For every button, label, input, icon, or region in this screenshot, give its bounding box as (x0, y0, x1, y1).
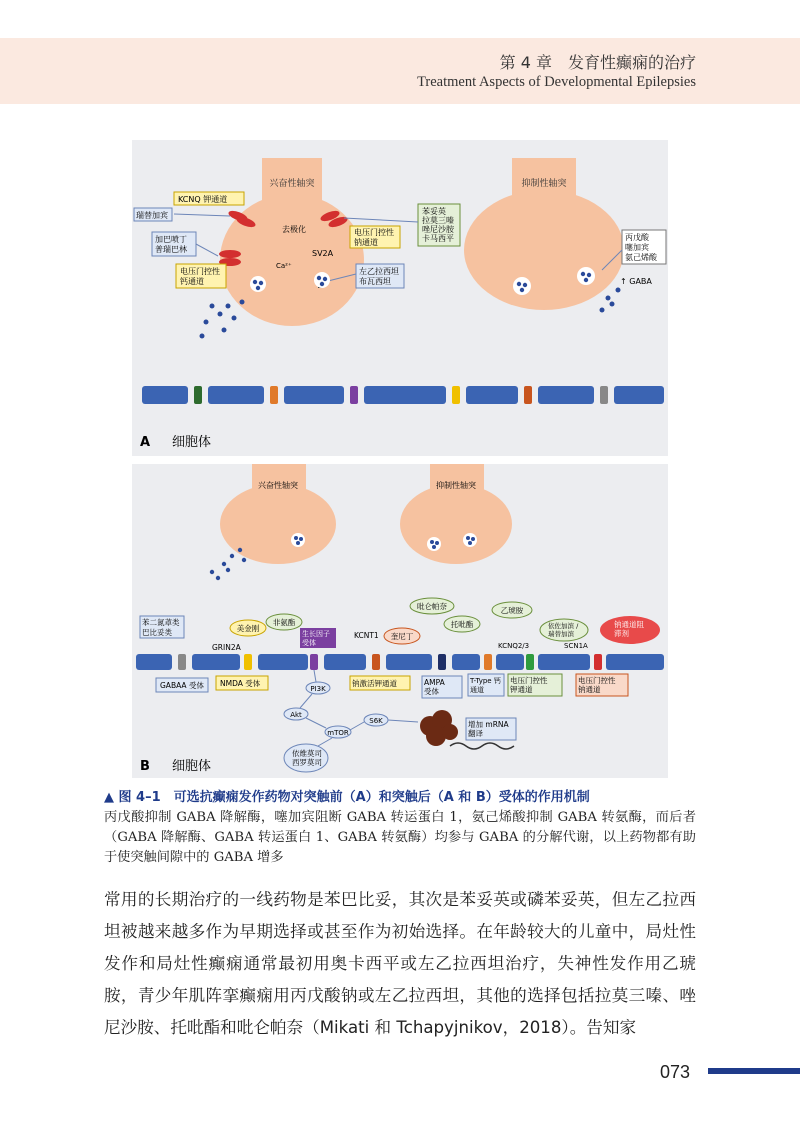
ethosuximide-label: 乙琥胺 (500, 606, 524, 615)
felbamate-label: 非氨酯 (272, 618, 296, 627)
kcnq-drug-label: 依佐加滨 /瑞替加滨 (548, 622, 579, 638)
benzo-label: 苯二氮䓬类巴比妥类 (142, 618, 180, 637)
inhibitory-axon-label: 抑制性轴突 (521, 179, 567, 189)
caption-text: 丙戊酸抑制 GABA 降解酶，噻加宾阻断 GABA 转运蛋白 1，氨己烯酸抑制 GABA 转氨酶，而后者（GABA 降解酶、GABA 转运蛋白 1、GABA 转氨酶）均参与 GABA 的分解代谢，以上药物都有助于使突触间隙中的 GABA 增多 (104, 810, 696, 865)
ampa-label: AMPA 受体 (424, 678, 445, 696)
page-number-bar (708, 1068, 800, 1074)
na-blocker-label: 钠通道阻滞剂 (614, 620, 644, 638)
k-voltage-label: 电压门控性钾通道 (510, 676, 548, 694)
figure-caption (104, 788, 696, 868)
excitatory-axon-b-label: 兴奋性轴突 (258, 481, 298, 490)
akt-label: Akt (290, 711, 302, 719)
figure-panel-b (132, 464, 668, 778)
excitatory-terminal-b (220, 464, 336, 564)
caption-title: ▲ 图 4–1 可选抗癫痫发作药物对突触前（A）和突触后（A 和 B）受体的作用机制 (104, 790, 590, 805)
mrna-label: 增加 mRNA 翻译 (468, 720, 509, 738)
sodium-drugs-label: 苯妥英拉莫三嗪唑尼沙胺卡马西平 (422, 207, 454, 243)
ribosome-icon (420, 710, 458, 746)
mrna-strand (450, 743, 514, 749)
gaba-a-label: GABAA 受体 (160, 681, 204, 690)
excitatory-axon-label: 兴奋性轴突 (269, 179, 315, 189)
ttype-label: T-Type 钙通道 (470, 677, 501, 694)
s6k-label: S6K (369, 717, 383, 725)
grin2a-label: GRIN2A (212, 643, 241, 652)
sv2a-drugs-label: 左乙拉西坦布瓦西坦 (359, 267, 399, 286)
nmda-label: NMDA 受体 (220, 679, 261, 688)
kna-label: 钠激活钾通道 (352, 679, 397, 688)
chapter-title-en: Treatment Aspects of Developmental Epilepsies (417, 74, 696, 90)
panel-b-letter: B (140, 759, 150, 774)
na-voltage-label: 电压门控性钠通道 (578, 676, 616, 694)
gaba-drugs-label: 丙戊酸噻加宾氨己烯酸 (625, 233, 657, 262)
pi3k-label: PI3K (310, 685, 326, 693)
panel-b-cell-body: 细胞体 (172, 759, 212, 774)
ca-channel-label: 电压门控性钙通道 (180, 267, 220, 286)
figure-panel-a (132, 140, 668, 456)
quinidine-label: 奎尼丁 (390, 632, 414, 641)
postsynaptic-membrane-b (136, 654, 664, 670)
sv2a-label: SV2A (312, 249, 334, 258)
gf-receptor-label: 生长因子受体 (302, 630, 330, 647)
inhibitory-terminal-b (400, 464, 512, 564)
inhibitory-axon-b-label: 抑制性轴突 (436, 481, 476, 490)
retigabine-label: 瑞替加宾 (136, 211, 168, 220)
kcnq-label: KCNQ 钾通道 (178, 195, 228, 204)
depolarization-label: 去极化 (282, 225, 306, 234)
body-paragraph: 常用的长期治疗的一线药物是苯巴比妥，其次是苯妥英或磷苯妥英，但左乙拉西坦被越来越多作为早期选择或甚至作为初始选择。在年龄较大的儿童中，局灶性发作和局灶性癫痫通常最初用奥卡西平或左乙拉西坦治疗，失神性发作用乙琥胺，青少年肌阵挛癫痫用丙戊酸钠或左乙拉西坦，其他的选择包括拉莫三嗪、唑尼沙胺、托吡酯和吡仑帕奈（Mikati 和 Tchapyjnikov，2018）。告知家 (104, 890, 696, 1037)
gabapentin-label: 加巴喷丁普瑞巴林 (155, 235, 187, 254)
memantine-label: 美金刚 (236, 624, 260, 633)
mtor-label: mTOR (327, 729, 349, 737)
postsynaptic-membrane (142, 386, 664, 404)
gaba-increase-label: ↑ GABA (620, 277, 652, 286)
scn1a-label: SCN1A (564, 642, 588, 650)
ca-ion-label: Ca²⁺ (276, 262, 292, 270)
kcnq23-label: KCNQ2/3 (498, 642, 530, 650)
panel-a-cell-body: 细胞体 (172, 435, 212, 450)
topiramate-label: 托吡酯 (450, 620, 474, 629)
chapter-title-cn: 第 4 章 发育性癫痫的治疗 (499, 53, 696, 72)
na-channel-label: 电压门控性钠通道 (354, 228, 394, 247)
panel-a-letter: A (140, 435, 151, 450)
kcnt1-label: KCNT1 (354, 631, 379, 640)
page-number: 073 (660, 1062, 691, 1082)
perampanel-label: 吡仑帕奈 (417, 602, 447, 611)
everolimus-label: 依维莫司西罗莫司 (292, 749, 322, 767)
